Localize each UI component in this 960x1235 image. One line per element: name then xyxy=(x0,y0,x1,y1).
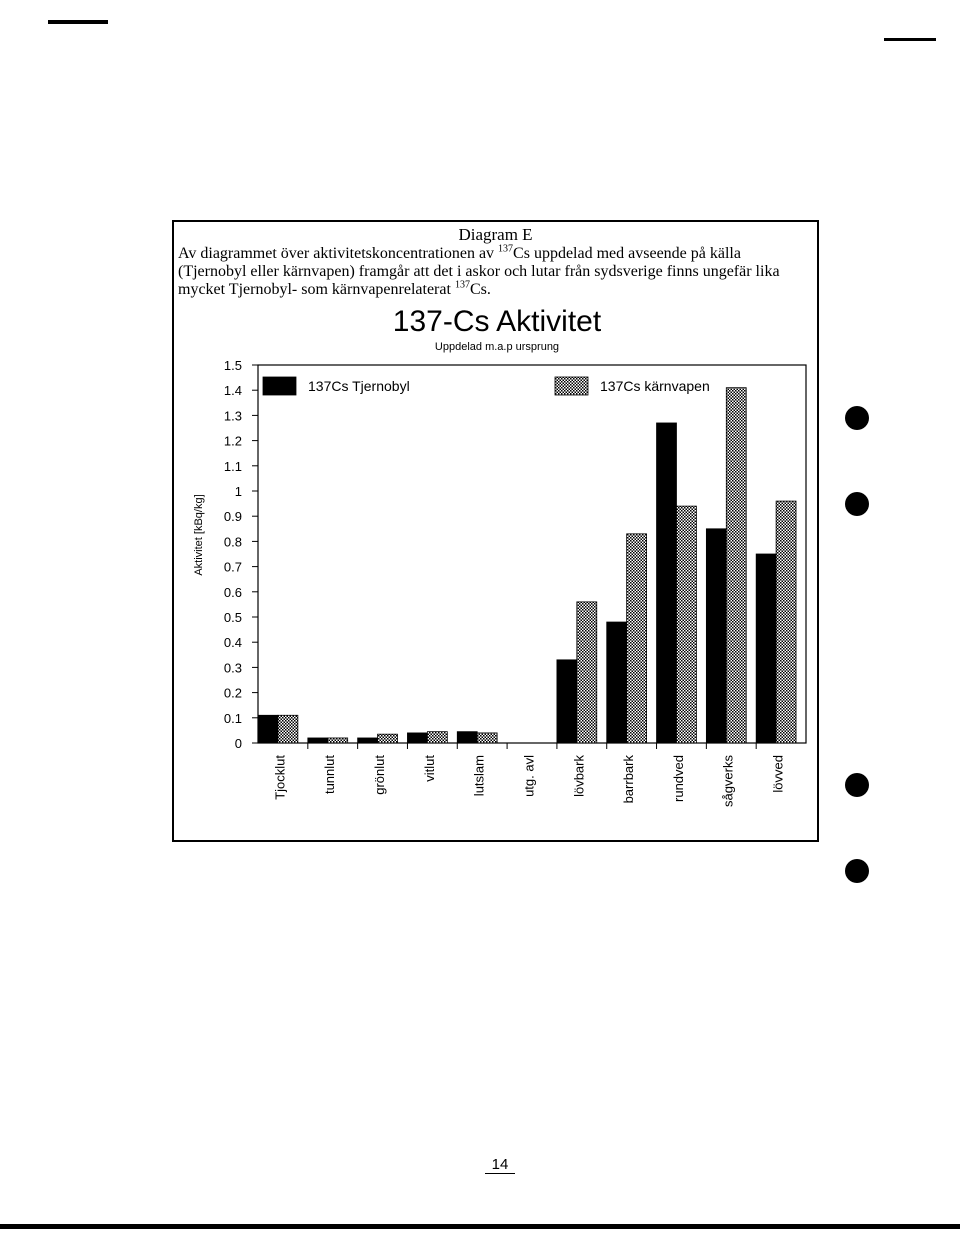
bar-tjernobyl xyxy=(657,423,677,743)
scan-artifact-top-left xyxy=(48,20,108,24)
y-tick-label: 0.6 xyxy=(223,584,242,600)
bar-tjernobyl xyxy=(557,660,577,743)
caption-heading: Diagram E xyxy=(458,225,533,244)
y-tick-label: 0.5 xyxy=(223,610,242,625)
scan-artifact-top-right xyxy=(884,38,936,41)
bar-karnvapen xyxy=(378,734,398,743)
x-tick-label: utg. avl xyxy=(521,755,537,797)
caption-mass-number: 137 xyxy=(498,243,514,255)
bar-tjernobyl xyxy=(607,622,627,743)
legend-swatch-tjernobyl xyxy=(263,377,296,395)
x-tick-label: lövved xyxy=(770,755,786,793)
bar-tjernobyl xyxy=(756,554,776,743)
bar-karnvapen xyxy=(477,733,497,743)
y-tick-label: 0.4 xyxy=(223,635,242,651)
y-tick-label: 1.1 xyxy=(223,458,242,474)
caption-line1-prefix: Av diagrammet över aktivitetskoncentrationen av xyxy=(178,245,499,262)
bar-tjernobyl xyxy=(308,738,328,743)
bar-tjernobyl xyxy=(457,732,477,743)
caption-line3-prefix: mycket Tjernobyl- som kärnvapenrelaterat xyxy=(178,281,455,298)
page-number: 14 xyxy=(485,1156,515,1174)
bar-karnvapen xyxy=(676,506,696,743)
y-tick-label: 0.8 xyxy=(223,534,242,550)
y-axis-label: Aktivitet [kBq/kg] xyxy=(193,494,205,576)
caption-line3-suffix: Cs. xyxy=(469,281,491,298)
y-tick-label: 0.2 xyxy=(223,685,242,701)
x-tick-label: barrbark xyxy=(621,755,637,804)
legend-label-karnvapen: 137Cs kärnvapen xyxy=(600,378,710,394)
bar-karnvapen xyxy=(627,534,647,743)
bar-karnvapen xyxy=(427,732,447,743)
y-tick-label: 1.4 xyxy=(223,383,242,399)
caption-line2: (Tjernobyl eller kärnvapen) framgår att det i askor och lutar från sydsverige finns ungefär lika xyxy=(178,263,780,280)
x-tick-label: sågverks xyxy=(720,755,736,808)
y-tick-label: 0.1 xyxy=(223,710,242,726)
y-tick-label: 0.7 xyxy=(223,559,242,575)
x-tick-label: rundved xyxy=(670,755,686,802)
chart-subtitle: Uppdelad m.a.p ursprung xyxy=(434,341,560,353)
caption-line1-suffix: Cs uppdelad med avseende på källa xyxy=(513,245,741,262)
punch-hole-marker xyxy=(845,492,869,516)
punch-hole-marker xyxy=(845,406,869,430)
y-tick-label: 1.2 xyxy=(223,433,242,449)
bar-karnvapen xyxy=(726,388,746,743)
caption-line3-mass: 137 xyxy=(454,279,470,291)
chart-title: 137-Cs Aktivitet xyxy=(392,305,602,338)
bar-tjernobyl xyxy=(358,738,378,743)
legend-label-tjernobyl: 137Cs Tjernobyl xyxy=(308,378,410,394)
y-tick-label: 0.9 xyxy=(223,509,242,525)
page-bottom-rule xyxy=(0,1224,960,1229)
bar-karnvapen xyxy=(577,602,597,743)
x-tick-label: vitlut xyxy=(421,755,437,782)
bar-tjernobyl xyxy=(706,529,726,743)
y-tick-label: 1.3 xyxy=(223,408,242,424)
x-tick-label: Tjocklut xyxy=(272,755,288,800)
y-tick-label: 0 xyxy=(234,736,242,751)
x-tick-label: grönlut xyxy=(371,755,387,795)
bar-tjernobyl xyxy=(407,733,427,743)
x-tick-label: tunnlut xyxy=(322,755,338,795)
x-tick-label: lövbark xyxy=(571,755,587,797)
bar-tjernobyl xyxy=(258,715,278,743)
y-tick-label: 1 xyxy=(234,484,242,499)
punch-hole-marker xyxy=(845,859,869,883)
y-tick-label: 0.3 xyxy=(223,660,242,676)
legend-swatch-karnvapen xyxy=(555,377,588,395)
punch-hole-marker xyxy=(845,773,869,797)
x-tick-label: lutslam xyxy=(471,755,487,797)
bar-karnvapen xyxy=(328,738,348,743)
bar-karnvapen xyxy=(278,715,298,743)
y-tick-label: 1.5 xyxy=(223,358,242,373)
bar-karnvapen xyxy=(776,501,796,743)
